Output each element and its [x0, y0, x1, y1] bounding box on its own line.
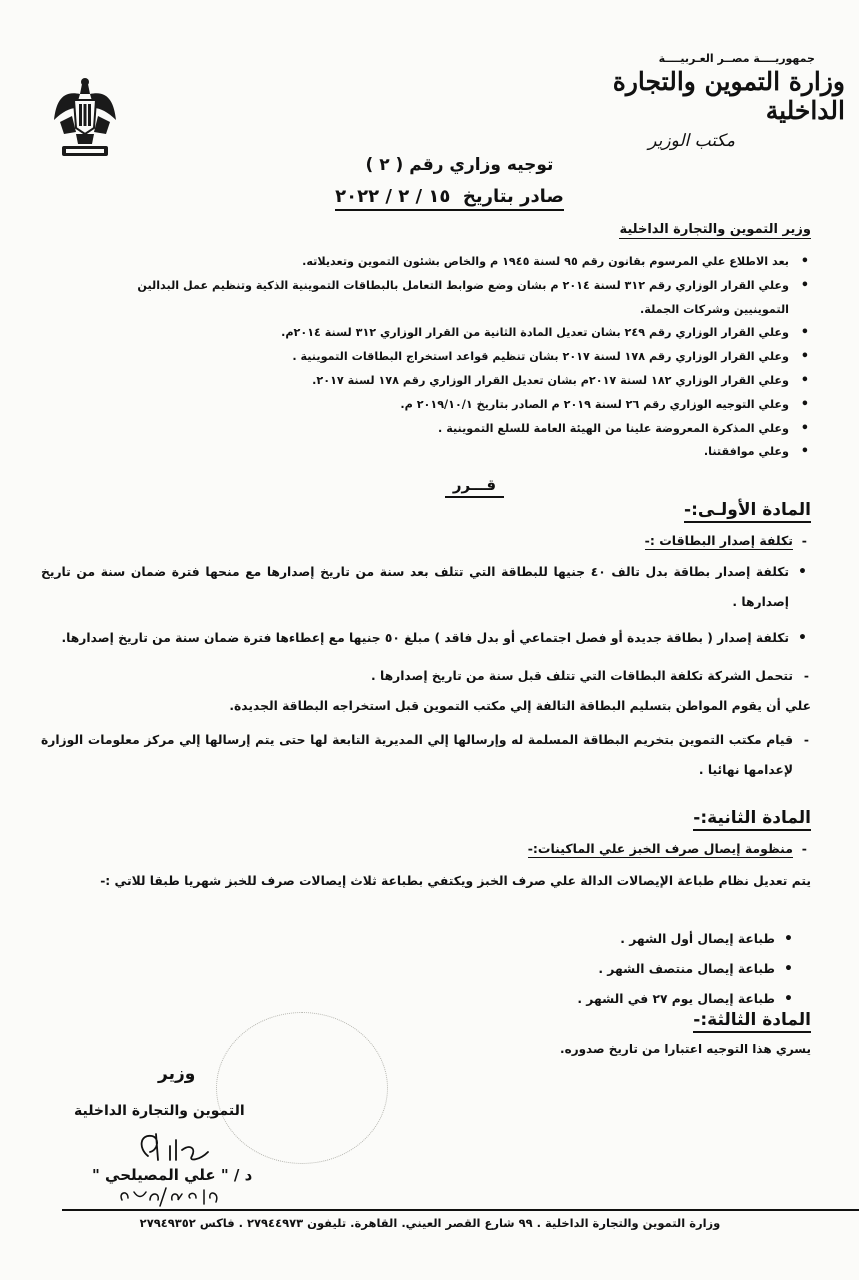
- preamble-item: • بعد الاطلاع علي المرسوم بقانون رقم ٩٥ لسنة ١٩٤٥ م والخاص بشئون التموين وتعديلاته.: [91, 250, 811, 274]
- preamble-item: • وعلي التوجيه الوزاري رقم ٢٦ لسنة ٢٠١٩ م الصادر بتاريخ ٢٠١٩/١٠/١ م.: [91, 393, 811, 417]
- preamble-item: • وعلي القرار الوزاري ١٨٢ لسنة ٢٠١٧م بشان تعديل القرار الوزاري رقم ١٧٨ لسنة ٢٠١٧.: [91, 369, 811, 393]
- preamble-item: • وعلي القرار الوزاري رقم ٣١٢ لسنة ٢٠١٤ م بشان وضع ضوابط التعامل بالبطاقات التموينية الذكية وتنظيم عمل البدالين التموينيين وشركات الجملة.: [91, 274, 811, 322]
- header-ministry: وزارة التموين والتجارة الداخلية: [612, 67, 845, 125]
- handwritten-date: [116, 1184, 226, 1208]
- citizen-note: علي أن يقوم المواطن بتسليم البطاقة التالفة إلي مكتب التموين قبل استخراجه البطاقة الجديدة.: [229, 699, 811, 713]
- signature-ministry: التموين والتجارة الداخلية: [74, 1103, 245, 1119]
- preamble-item: • وعلي المذكرة المعروضة علينا من الهيئة العامة للسلع التموينية .: [91, 417, 811, 441]
- preamble-item: • وعلي القرار الوزاري رقم ١٧٨ لسنة ٢٠١٧ بشان تنظيم قواعد استخراج البطاقات التموينية .: [91, 345, 811, 369]
- article1-body: [41, 557, 811, 785]
- letterhead: [585, 52, 845, 151]
- article3-text: يسري هذا التوجيه اعتبارا من تاريخ صدوره.: [560, 1042, 811, 1056]
- preamble-item: • وعلي القرار الوزاري رقم ٢٤٩ بشان تعديل المادة الثانية من القرار الوزاري ٣١٢ لسنة ٢٠١٤م.: [91, 321, 811, 345]
- receipt-print-item: • طباعة إيصال أول الشهر .: [51, 924, 811, 954]
- directive-date: [0, 186, 859, 207]
- office-note: - قيام مكتب التموين بتخريم البطاقة المسلمة له وإرسالها إلي المديرية التابعة لها حتى يتم إرسالها إلي مركز معلومات الوزارة لإعدامها نهائيا .: [41, 725, 811, 785]
- article1-title: المادة الأولـى:-: [684, 500, 811, 523]
- article2-title: المادة الثانية:-: [693, 808, 811, 831]
- article3-title: المادة الثالثة:-: [693, 1010, 811, 1033]
- signature-title: وزير: [158, 1064, 196, 1084]
- company-cost-note: - تتحمل الشركة تكلفة البطاقات التي تتلف قبل سنة من تاريخ إصدارها .: [41, 661, 811, 691]
- header-office: مكتب الوزير: [648, 131, 735, 151]
- preamble-item: • وعلي موافقتنا.: [91, 440, 811, 464]
- receipt-print-list: [51, 924, 811, 1014]
- directive-title: توجيه وزاري رقم ( ٢ ): [365, 155, 554, 175]
- date-label: صادر بتاريخ: [462, 186, 564, 207]
- preamble-list: [91, 250, 811, 464]
- eagle-emblem-icon: [52, 72, 118, 162]
- article1-subtitle: - تكلفة إصدار البطاقات :-: [645, 533, 793, 550]
- article1-bullet: • تكلفة إصدار ( بطاقة جديدة أو فصل اجتماعي أو بدل فاقد ) مبلغ ٥٠ جنيها مع إعطاءها فترة ضمان سنة من تاريخ إصدارها.: [41, 623, 811, 653]
- decided-label: قـــرر: [445, 476, 504, 498]
- article2-text: يتم تعديل نظام طباعة الإيصالات الدالة علي صرف الخبز ويكتفي بطباعة ثلاث إيصالات صرف للخبز شهريا طبقا للاتي :-: [100, 874, 811, 888]
- signature-name: د / " علي المصيلحي ": [92, 1166, 253, 1184]
- minister-line: وزير التموين والتجارة الداخلية: [619, 222, 811, 237]
- handwritten-signature: [130, 1126, 240, 1166]
- decided-heading: [0, 476, 859, 494]
- article2-subtitle: - منظومة إيصال صرف الخبز علي الماكينات:-: [528, 841, 793, 858]
- article1-bullet: • تكلفة إصدار بطاقة بدل تالف ٤٠ جنيها للبطاقة التي تتلف بعد سنة من تاريخ إصدارها مع منحها فترة ضمان سنة من تاريخ إصدارها .: [41, 557, 811, 617]
- faint-stamp: [216, 1012, 388, 1164]
- header-country: جمهوريــــة مصــر العـربيــــة: [658, 52, 815, 65]
- footer-rule: [62, 1209, 859, 1211]
- footer-address: وزارة التموين والتجارة الداخلية . ٩٩ شارع القصر العيني. القاهرة. تليفون ٢٧٩٤٤٩٧٣ . فاكس ٢٧٩٤٩٣٥٢: [139, 1216, 721, 1230]
- receipt-print-item: • طباعة إيصال منتصف الشهر .: [51, 954, 811, 984]
- receipt-print-item: • طباعة إيصال يوم ٢٧ في الشهر .: [51, 984, 811, 1014]
- date-value: ١٥ / ٢ / ٢٠٢٢: [335, 186, 451, 207]
